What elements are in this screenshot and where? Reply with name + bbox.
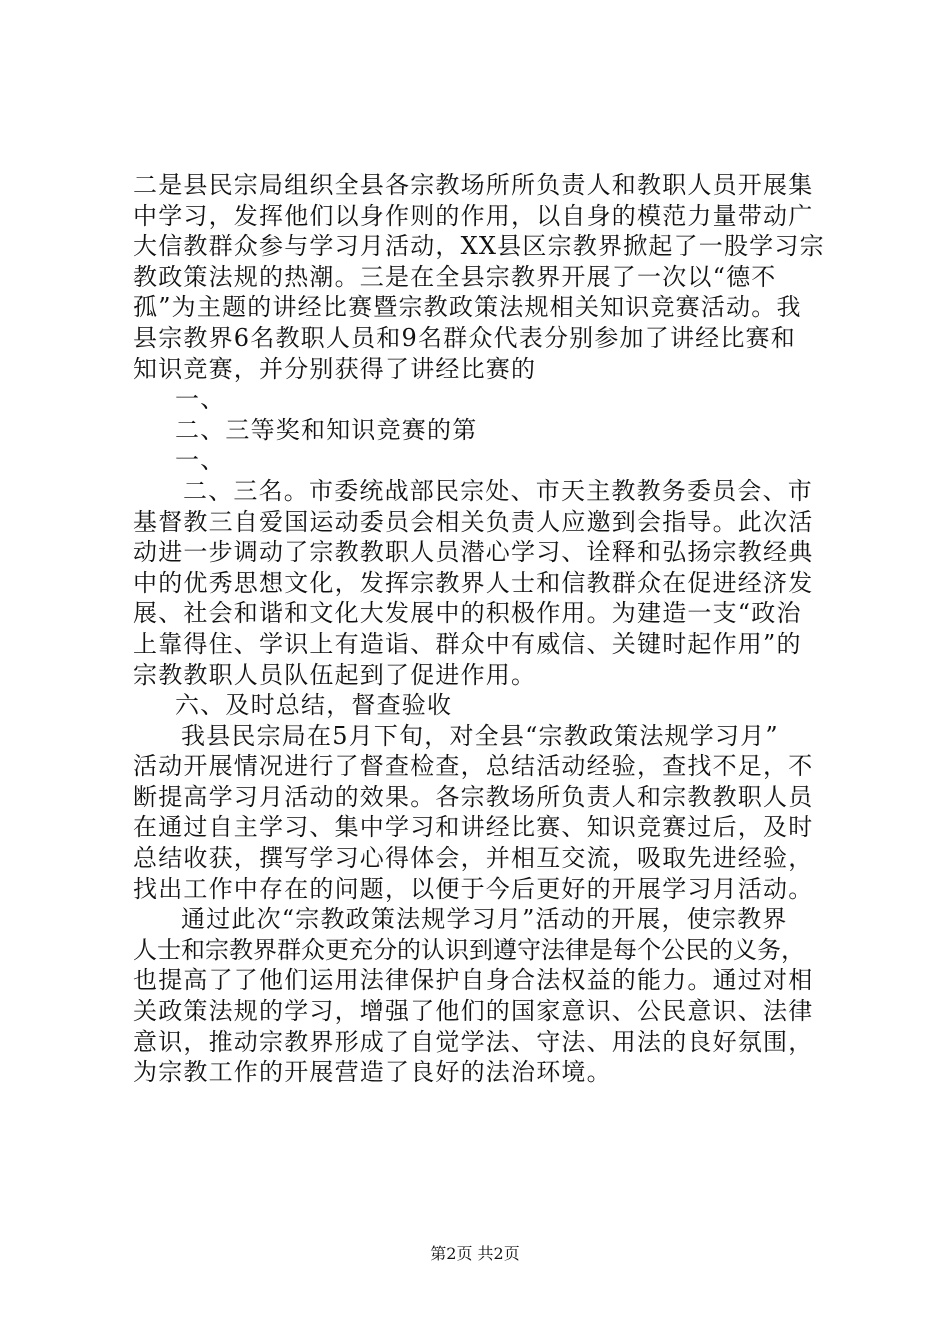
paragraph-first-line: 通过此次“宗教政策法规学习月”活动的开展，使宗教界 (181, 905, 788, 934)
text-line: 总结收获，撰写学习心得体会，并相互交流，吸取先进经验， (133, 844, 814, 873)
text-line: 动进一步调动了宗教教职人员潜心学习、诠释和弘扬宗教经典 (133, 538, 814, 567)
page-footer (0, 1244, 950, 1264)
text-line: 大信教群众参与学习月活动，XX县区宗教界掀起了一股学习宗 (133, 232, 825, 261)
text-line: 中学习，发挥他们以身作则的作用，以自身的模范力量带动广 (133, 201, 814, 230)
text-line: 活动开展情况进行了督查检查，总结活动经验，查找不足，不 (133, 752, 814, 781)
list-marker-line: 一、 (175, 385, 226, 414)
text-line: 展、社会和谐和文化大发展中的积极作用。为建造一支“政治 (133, 599, 802, 628)
text-line: 上靠得住、学识上有造诣、群众中有威信、关键时起作用”的 (133, 629, 802, 658)
text-line: 孤”为主题的讲经比赛暨宗教政策法规相关知识竞赛活动。我 (133, 293, 802, 322)
text-line: 为宗教工作的开展营造了良好的法治环境。 (133, 1058, 612, 1087)
text-line: 基督教三自爱国运动委员会相关负责人应邀到会指导。此次活 (133, 507, 814, 536)
text-line: 断提高学习月活动的效果。各宗教场所负责人和宗教教职人员 (133, 782, 814, 811)
page-number: 第2页 共2页 (430, 1244, 520, 1263)
section-heading: 六、及时总结，督查验收 (175, 691, 453, 720)
list-marker-line: 一、 (175, 446, 226, 475)
text-line: 找出工作中存在的问题，以便于今后更好的开展学习月活动。 (133, 874, 814, 903)
text-line: 中的优秀思想文化，发挥宗教界人士和信教群众在促进经济发 (133, 568, 814, 597)
document-body (133, 170, 833, 1088)
text-line: 教政策法规的热潮。三是在全县宗教界开展了一次以“德不 (133, 262, 777, 291)
text-line: 人士和宗教界群众更充分的认识到遵守法律是每个公民的义务， (133, 935, 805, 964)
paragraph-first-line: 我县民宗局在5月下旬，对全县“宗教政策法规学习月” (181, 721, 779, 750)
text-line: 也提高了了他们运用法律保护自身合法权益的能力。通过对相 (133, 966, 814, 995)
text-line: 二是县民宗局组织全县各宗教场所所负责人和教职人员开展集 (133, 171, 814, 199)
text-line: 意识，推动宗教界形成了自觉学法、守法、用法的良好氛围， (133, 1027, 814, 1056)
text-line: 知识竞赛，并分别获得了讲经比赛的 (133, 354, 537, 383)
text-line: 宗教教职人员队伍起到了促进作用。 (133, 660, 537, 689)
text-line: 在通过自主学习、集中学习和讲经比赛、知识竞赛过后，及时 (133, 813, 814, 842)
text-line: 二、三等奖和知识竞赛的第 (175, 415, 478, 444)
text-line: 二、三名。市委统战部民宗处、市天主教教务委员会、市 (183, 476, 813, 505)
text-line: 县宗教界6名教职人员和9名群众代表分别参加了讲经比赛和 (133, 323, 796, 352)
text-line: 关政策法规的学习，增强了他们的国家意识、公民意识、法律 (133, 997, 814, 1026)
